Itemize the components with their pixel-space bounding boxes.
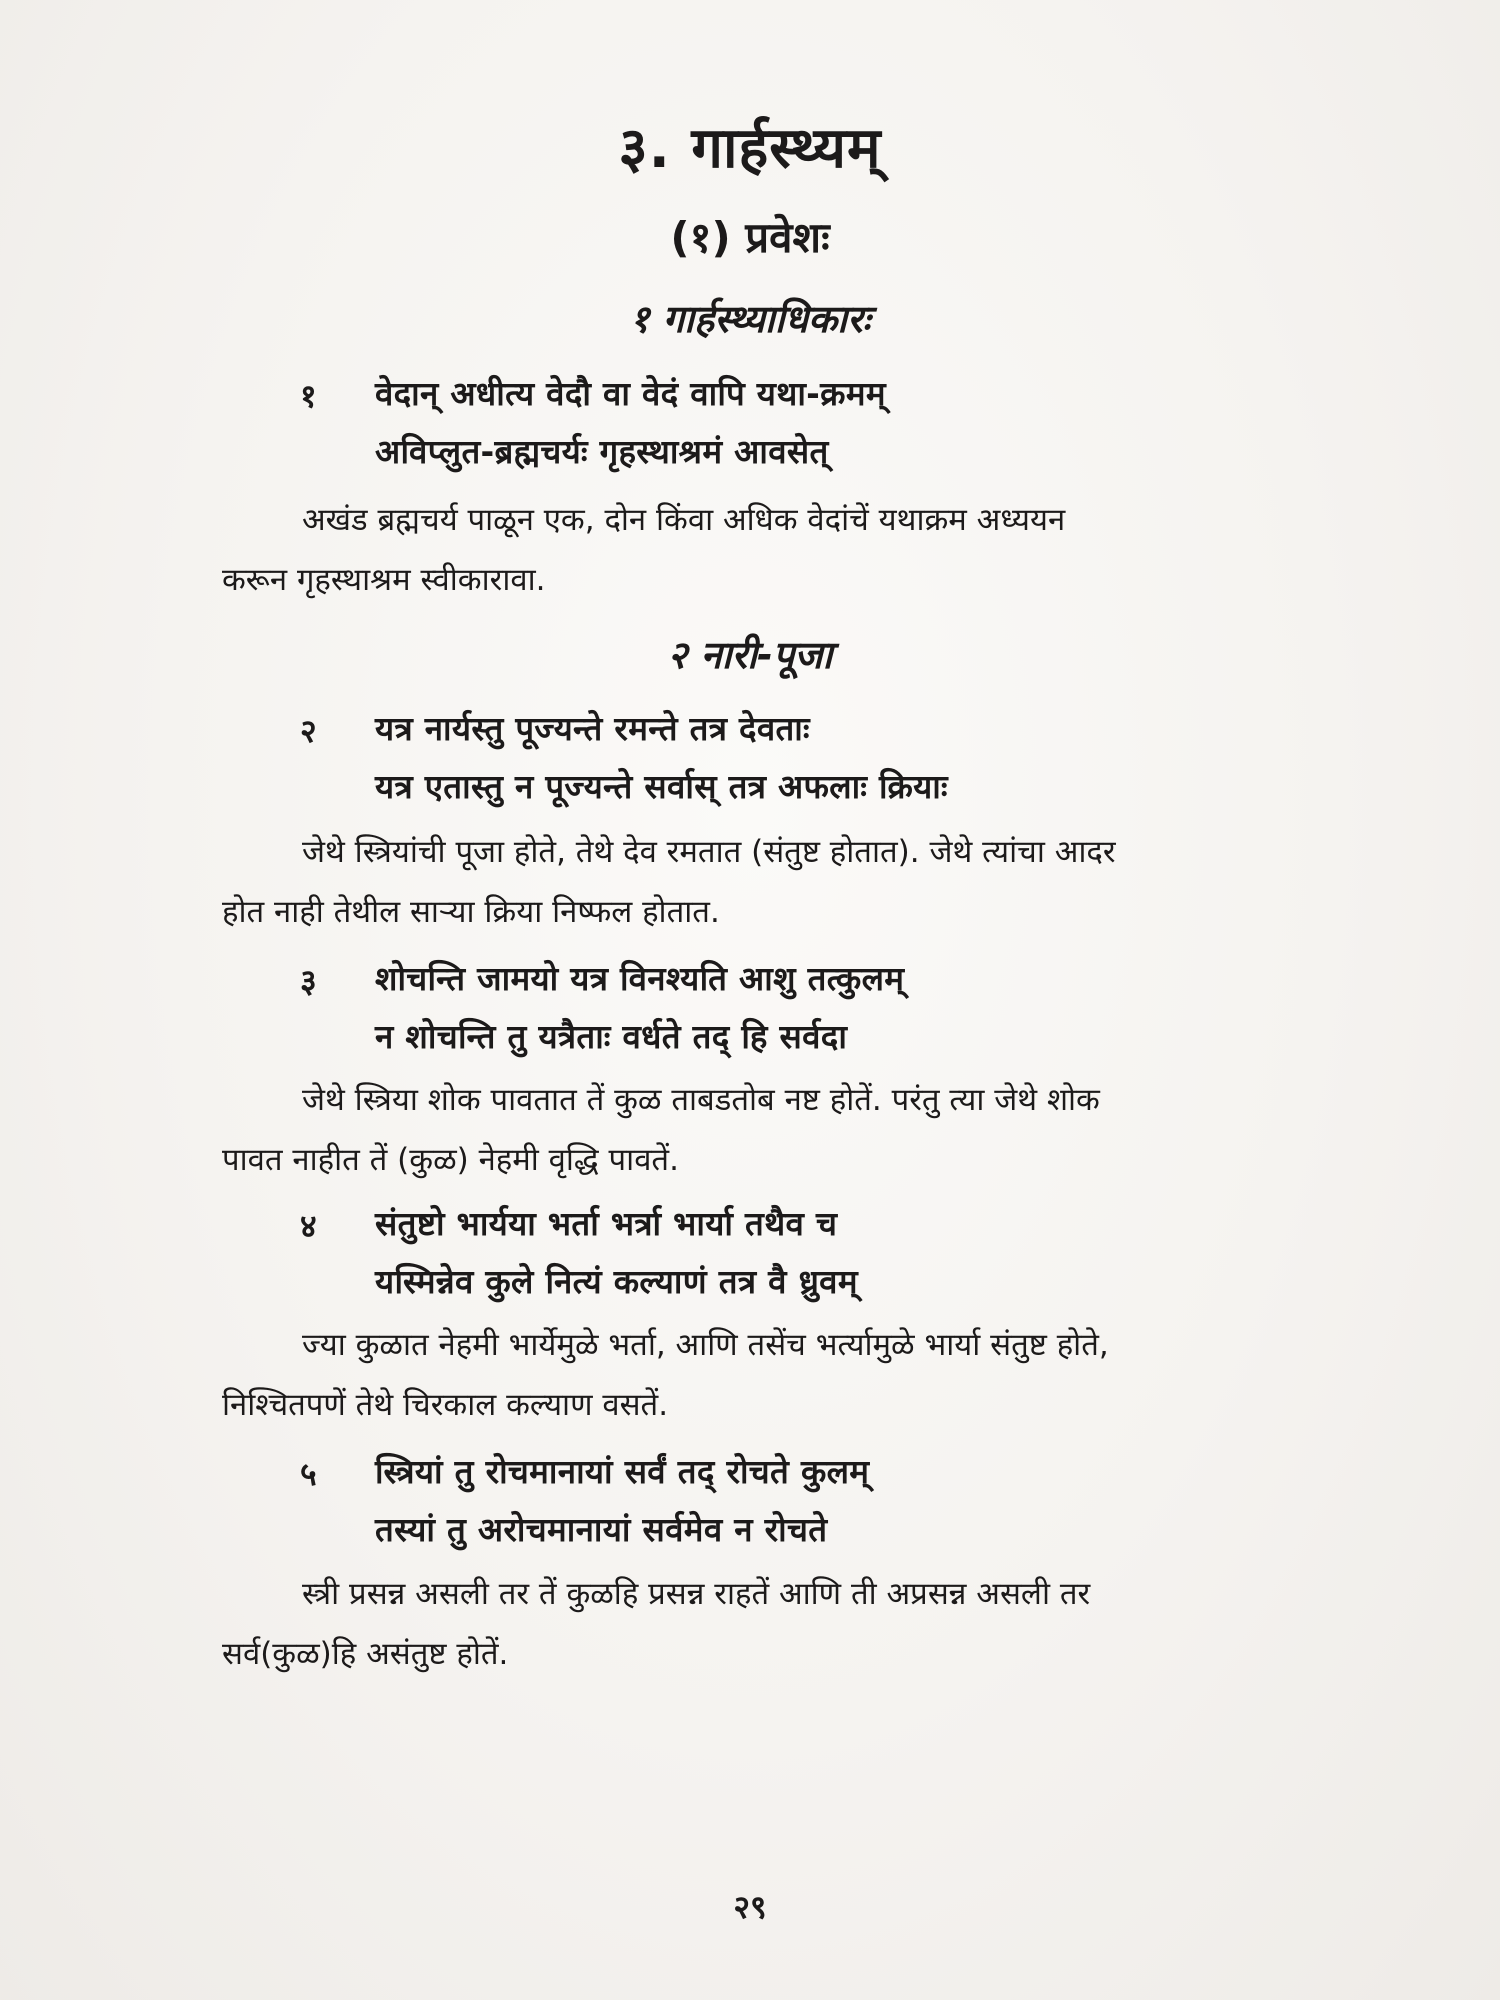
translation-line-2: पावत नाहीत तें (कुळ) नेहमी वृद्धि पावतें. <box>222 1142 679 1178</box>
translation-line-2: निश्चितपणें तेथे चिरकाल कल्याण वसतें. <box>222 1387 669 1423</box>
verse-line-1: स्त्रियां तु रोचमानायां सर्वं तद् रोचते कुलम् <box>375 1452 870 1491</box>
verse-line-2: न शोचन्ति तु यत्रैताः वर्धते तद् हि सर्वदा <box>375 1017 848 1056</box>
verse-line-1: यत्र नार्यस्तु पूज्यन्ते रमन्ते तत्र देवताः <box>375 709 810 748</box>
translation-line-2: होत नाही तेथील साऱ्या क्रिया निष्फल होतात. <box>222 894 720 930</box>
verse-number: ५ <box>300 1455 317 1493</box>
section-title-2: २ नारी-पूजा <box>667 633 833 677</box>
verse-line-2: अविप्लुत-ब्रह्मचर्यः गृहस्थाश्रमं आवसेत् <box>375 432 829 471</box>
section-title-1: १ गार्हस्थ्याधिकारः <box>629 297 871 341</box>
translation-line-1: अखंड ब्रह्मचर्य पाळून एक, दोन किंवा अधिक वेदांचें यथाक्रम अध्ययन <box>302 502 1066 538</box>
page-number: २९ <box>733 1888 767 1926</box>
translation-line-1: स्त्री प्रसन्न असली तर तें कुळहि प्रसन्न राहतें आणि ती अप्रसन्न असली तर <box>302 1576 1091 1612</box>
verse-line-2: तस्यां तु अरोचमानायां सर्वमेव न रोचते <box>375 1510 828 1549</box>
part-title: (१) प्रवेशः <box>670 213 830 262</box>
translation-line-2: करून गृहस्थाश्रम स्वीकारावा. <box>222 562 546 598</box>
verse-line-1: शोचन्ति जामयो यत्र विनश्यति आशु तत्कुलम् <box>375 959 905 998</box>
verse-line-1: संतुष्टो भार्यया भर्ता भर्त्रा भार्या तथैव च <box>375 1204 838 1243</box>
verse-line-2: यत्र एतास्तु न पूज्यन्ते सर्वास् तत्र अफलाः क्रियाः <box>375 767 948 806</box>
verse-number: ३ <box>300 962 317 1000</box>
verse-number: २ <box>300 712 317 750</box>
translation-line-1: ज्या कुळात नेहमी भार्येमुळे भर्ता, आणि तसेंच भर्त्यामुळे भार्या संतुष्ट होते, <box>302 1327 1109 1363</box>
verse-number: १ <box>300 377 317 415</box>
translation-line-2: सर्व(कुळ)हि असंतुष्ट होतें. <box>222 1636 509 1672</box>
verse-line-2: यस्मिन्नेव कुले नित्यं कल्याणं तत्र वै ध्रुवम् <box>375 1262 858 1301</box>
chapter-title: ३. गार्हस्थ्यम् <box>618 116 882 181</box>
verse-line-1: वेदान् अधीत्य वेदौ वा वेदं वापि यथा-क्रमम् <box>375 374 886 413</box>
verse-number: ४ <box>300 1207 317 1245</box>
translation-line-1: जेथे स्त्रियांची पूजा होते, तेथे देव रमतात (संतुष्ट होतात). जेथे त्यांचा आदर <box>302 834 1116 870</box>
translation-line-1: जेथे स्त्रिया शोक पावतात तें कुळ ताबडतोब नष्ट होतें. परंतु त्या जेथे शोक <box>302 1082 1100 1118</box>
